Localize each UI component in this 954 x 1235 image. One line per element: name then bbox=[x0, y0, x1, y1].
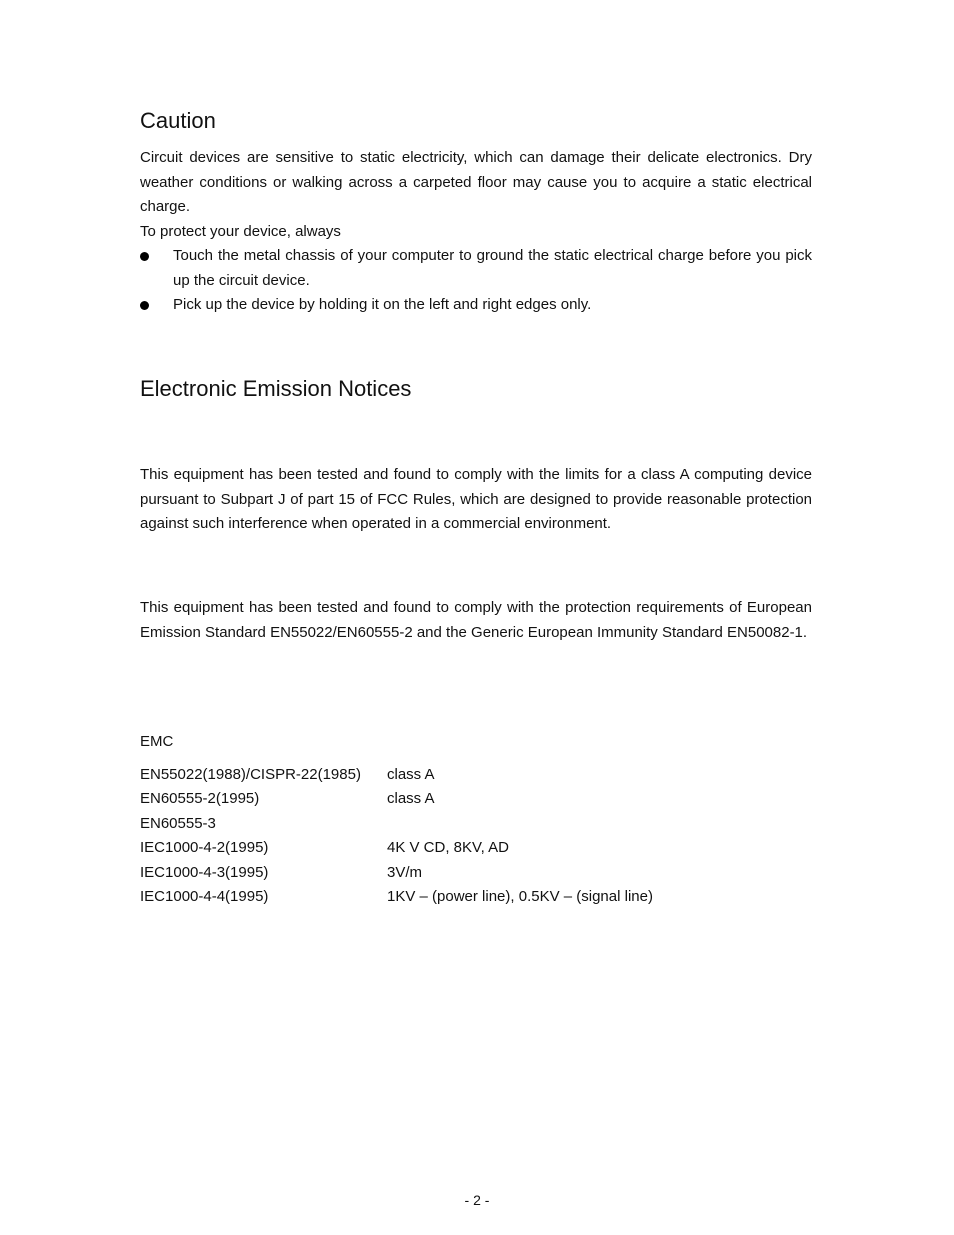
list-item bbox=[140, 293, 812, 318]
bullet-text: Touch the metal chassis of your computer to ground the static electrical charge before you pick up the circuit device. bbox=[173, 247, 812, 289]
table-row bbox=[140, 839, 653, 863]
bullet-text: Pick up the device by holding it on the left and right edges only. bbox=[173, 296, 592, 313]
standard-cell: IEC1000-4-2(1995) bbox=[140, 839, 269, 857]
standard-cell: IEC1000-4-3(1995) bbox=[140, 863, 269, 881]
standard-cell: EN55022(1988)/CISPR-22(1985) bbox=[140, 766, 361, 783]
caution-section bbox=[140, 146, 812, 318]
value-cell: 3V/m bbox=[387, 863, 423, 881]
value-cell: 1KV – (power line), 0.5KV – (signal line) bbox=[387, 887, 653, 905]
bullet-icon bbox=[140, 301, 149, 310]
caution-bullet-list bbox=[140, 244, 812, 318]
emission-heading: Electronic Emission Notices bbox=[140, 376, 412, 401]
ce-notice-paragraph: This equipment has been tested and found to comply with the protection requirements of European Emission Standard EN55022/EN60555-2 and the Generic European Immunity Standard EN50082-1. bbox=[140, 599, 812, 641]
value-cell: class A bbox=[387, 790, 435, 808]
standard-cell: IEC1000-4-4(1995) bbox=[140, 887, 269, 905]
standard-cell: EN60555-3 bbox=[140, 814, 216, 832]
fcc-notice-paragraph: This equipment has been tested and found to comply with the limits for a class A computing device pursuant to Subpart J of part 15 of FCC Rules, which are designed to provide reasonable protection against such interference when operated in a commercial environment. bbox=[140, 466, 812, 532]
value-cell bbox=[387, 815, 653, 839]
emc-standards-table bbox=[140, 766, 812, 912]
bullet-icon bbox=[140, 252, 149, 261]
table-row bbox=[140, 766, 653, 790]
caution-paragraph: Circuit devices are sensitive to static electricity, which can damage their delicate electronics. Dry weather conditions or walking across a carpeted floor may cause you to acquire a static electrical charge. bbox=[140, 149, 812, 215]
page-number: - 2 - bbox=[464, 1192, 490, 1208]
value-cell: 4K V CD, 8KV, AD bbox=[387, 839, 510, 857]
table-row bbox=[140, 815, 653, 839]
list-item bbox=[140, 244, 812, 293]
standard-cell: EN60555-2(1995) bbox=[140, 790, 260, 808]
table-row bbox=[140, 888, 653, 912]
caution-heading: Caution bbox=[140, 108, 216, 133]
emc-label: EMC bbox=[140, 733, 174, 750]
caution-intro: To protect your device, always bbox=[140, 222, 341, 240]
value-cell: class A bbox=[387, 766, 435, 783]
table-row bbox=[140, 790, 653, 814]
table-row bbox=[140, 864, 653, 888]
